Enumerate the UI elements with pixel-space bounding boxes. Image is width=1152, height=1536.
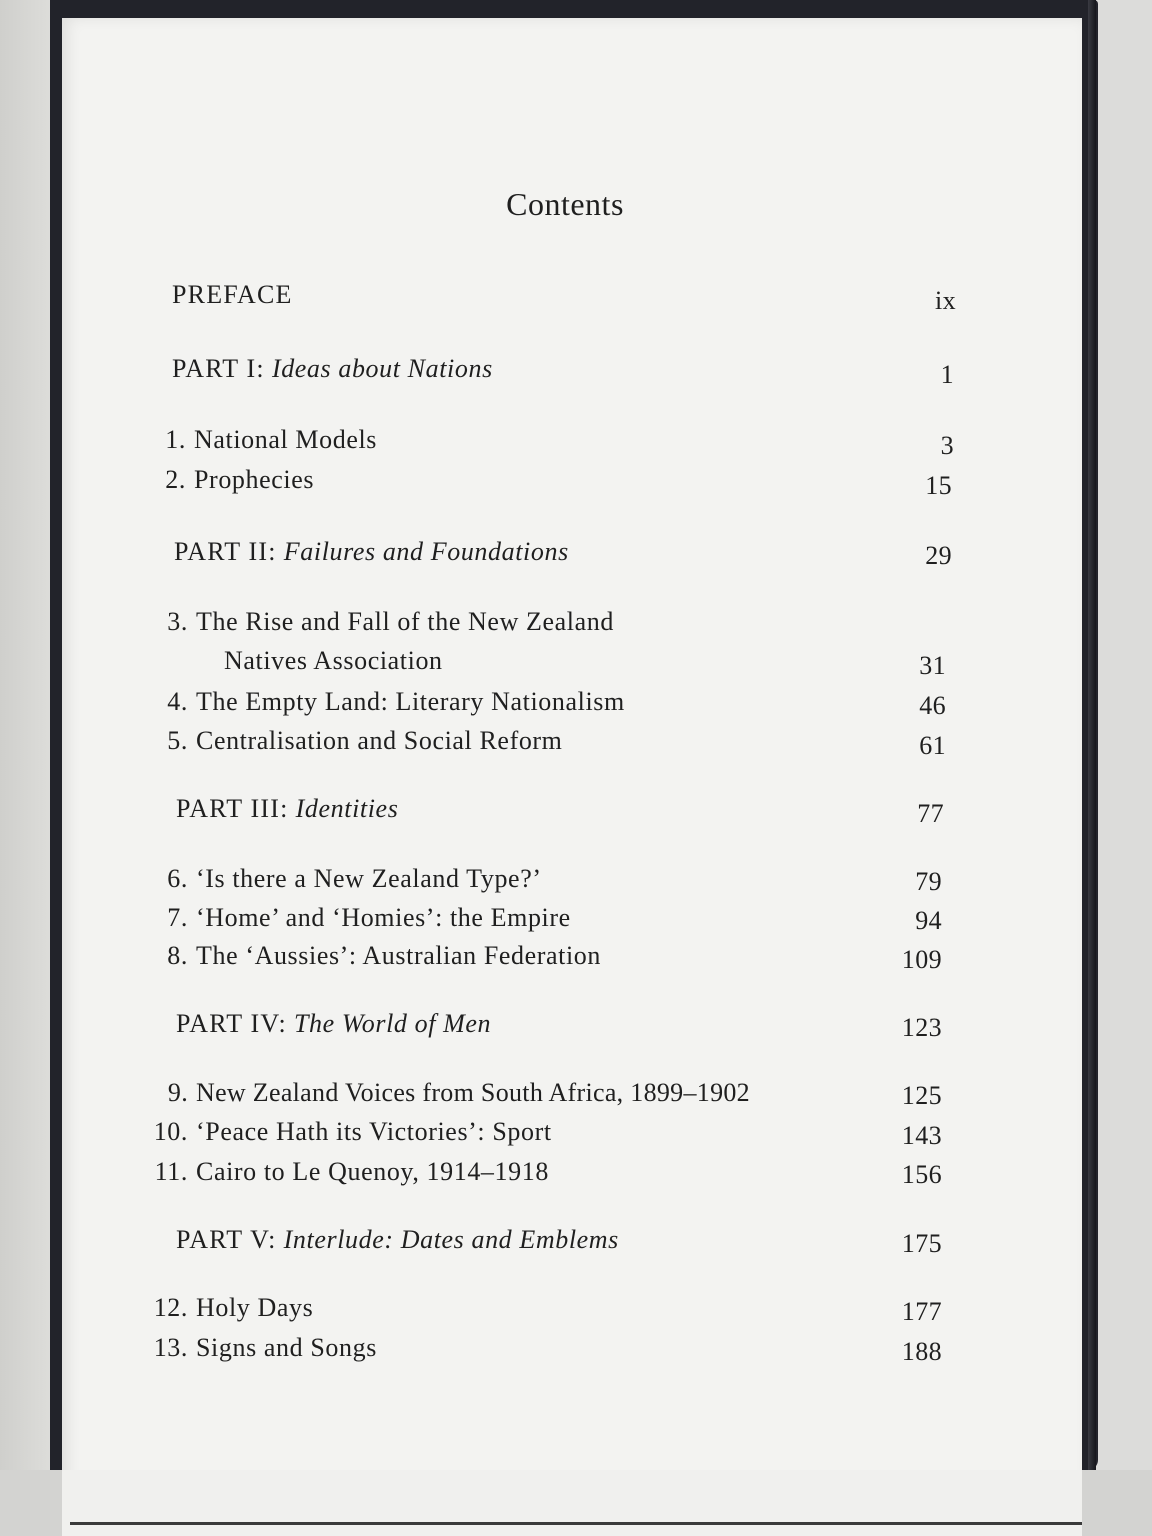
part-label: PART II:: [174, 537, 277, 566]
chapter-entry: [152, 903, 571, 933]
chapter-number: 5.: [167, 726, 188, 755]
part-entry: [176, 1009, 491, 1039]
chapter-entry: [152, 941, 601, 971]
chapter-page-number: 79: [915, 867, 942, 896]
chapter-title: The ‘Aussies’: Australian Federation: [196, 941, 602, 970]
chapter-number: 9.: [167, 1078, 188, 1107]
chapter-title: National Models: [194, 425, 378, 454]
part-title: Identities: [295, 794, 399, 823]
part-title: The World of Men: [293, 1009, 492, 1038]
chapter-number: 6.: [167, 864, 188, 893]
part-page-number: 175: [901, 1229, 942, 1258]
chapter-number: 4.: [167, 687, 188, 716]
chapter-title: Holy Days: [196, 1293, 314, 1322]
chapter-title: Signs and Songs: [196, 1333, 377, 1362]
chapter-entry: [152, 1293, 313, 1323]
chapter-entry: [152, 687, 625, 717]
chapter-title: ‘Peace Hath its Victories’: Sport: [196, 1117, 552, 1146]
part-page-number: 123: [901, 1013, 942, 1042]
chapter-number: 8.: [167, 941, 188, 970]
part-entry: [174, 537, 569, 567]
chapter-page-number: 94: [915, 906, 942, 935]
chapter-number: 11.: [154, 1157, 188, 1186]
part-title: Ideas about Nations: [271, 354, 493, 383]
part-entry: [176, 794, 398, 824]
chapter-number: 12.: [153, 1293, 188, 1322]
part-page-number: 1: [940, 360, 954, 389]
chapter-entry: [152, 1333, 377, 1363]
chapter-page-number: 125: [901, 1081, 942, 1110]
part-label: PART III:: [176, 794, 289, 823]
part-page-number: 77: [917, 799, 944, 828]
chapter-title: Centralisation and Social Reform: [196, 726, 563, 755]
chapter-entry: [150, 465, 314, 495]
part-entry: [176, 1225, 619, 1255]
chapter-entry: [152, 1157, 549, 1187]
part-label: PART I:: [172, 354, 265, 383]
part-page-number: 29: [925, 541, 952, 570]
chapter-page-number: 46: [919, 691, 946, 720]
chapter-title: The Empty Land: Literary Nationalism: [196, 687, 625, 716]
chapter-page-number: 15: [925, 471, 952, 500]
chapter-number: 2.: [165, 465, 186, 494]
chapter-entry: [152, 1078, 750, 1108]
chapter-number: 7.: [167, 903, 188, 932]
chapter-title: New Zealand Voices from South Africa, 1899–1902: [196, 1078, 750, 1107]
chapter-page-number: 61: [919, 731, 946, 760]
chapter-title: ‘Is there a New Zealand Type?’: [196, 864, 542, 893]
chapter-page-number: 177: [901, 1297, 942, 1326]
chapter-title: ‘Home’ and ‘Homies’: the Empire: [196, 903, 571, 932]
part-entry: [172, 354, 493, 384]
chapter-page-number: 156: [901, 1160, 942, 1189]
chapter-entry: [150, 425, 377, 455]
chapter-page-number: 3: [940, 431, 954, 460]
preface-page-number: ix: [934, 286, 956, 315]
part-label: PART V:: [176, 1225, 277, 1254]
chapter-title-continued: Natives Association: [224, 646, 443, 675]
chapter-page-number: 31: [919, 651, 946, 680]
chapter-number: 10.: [153, 1117, 188, 1146]
chapter-page-number: 143: [901, 1121, 942, 1150]
part-label: PART IV:: [176, 1009, 287, 1038]
chapter-title: Prophecies: [194, 465, 315, 494]
chapter-number: 1.: [165, 425, 186, 454]
chapter-page-number: 188: [901, 1337, 942, 1366]
chapter-title: Cairo to Le Quenoy, 1914–1918: [196, 1157, 549, 1186]
chapter-number: 13.: [153, 1333, 188, 1362]
part-title: Interlude: Dates and Emblems: [283, 1225, 619, 1254]
contents-heading: Contents: [506, 186, 624, 222]
chapter-number: 3.: [167, 607, 188, 636]
preface-entry: PREFACE: [172, 280, 293, 309]
chapter-entry: [152, 1117, 552, 1147]
chapter-entry: [152, 726, 563, 756]
chapter-entry: [152, 607, 614, 637]
chapter-page-number: 109: [901, 945, 942, 974]
chapter-title: The Rise and Fall of the New Zealand: [196, 607, 614, 636]
chapter-entry: [152, 864, 542, 894]
part-title: Failures and Foundations: [283, 537, 569, 566]
